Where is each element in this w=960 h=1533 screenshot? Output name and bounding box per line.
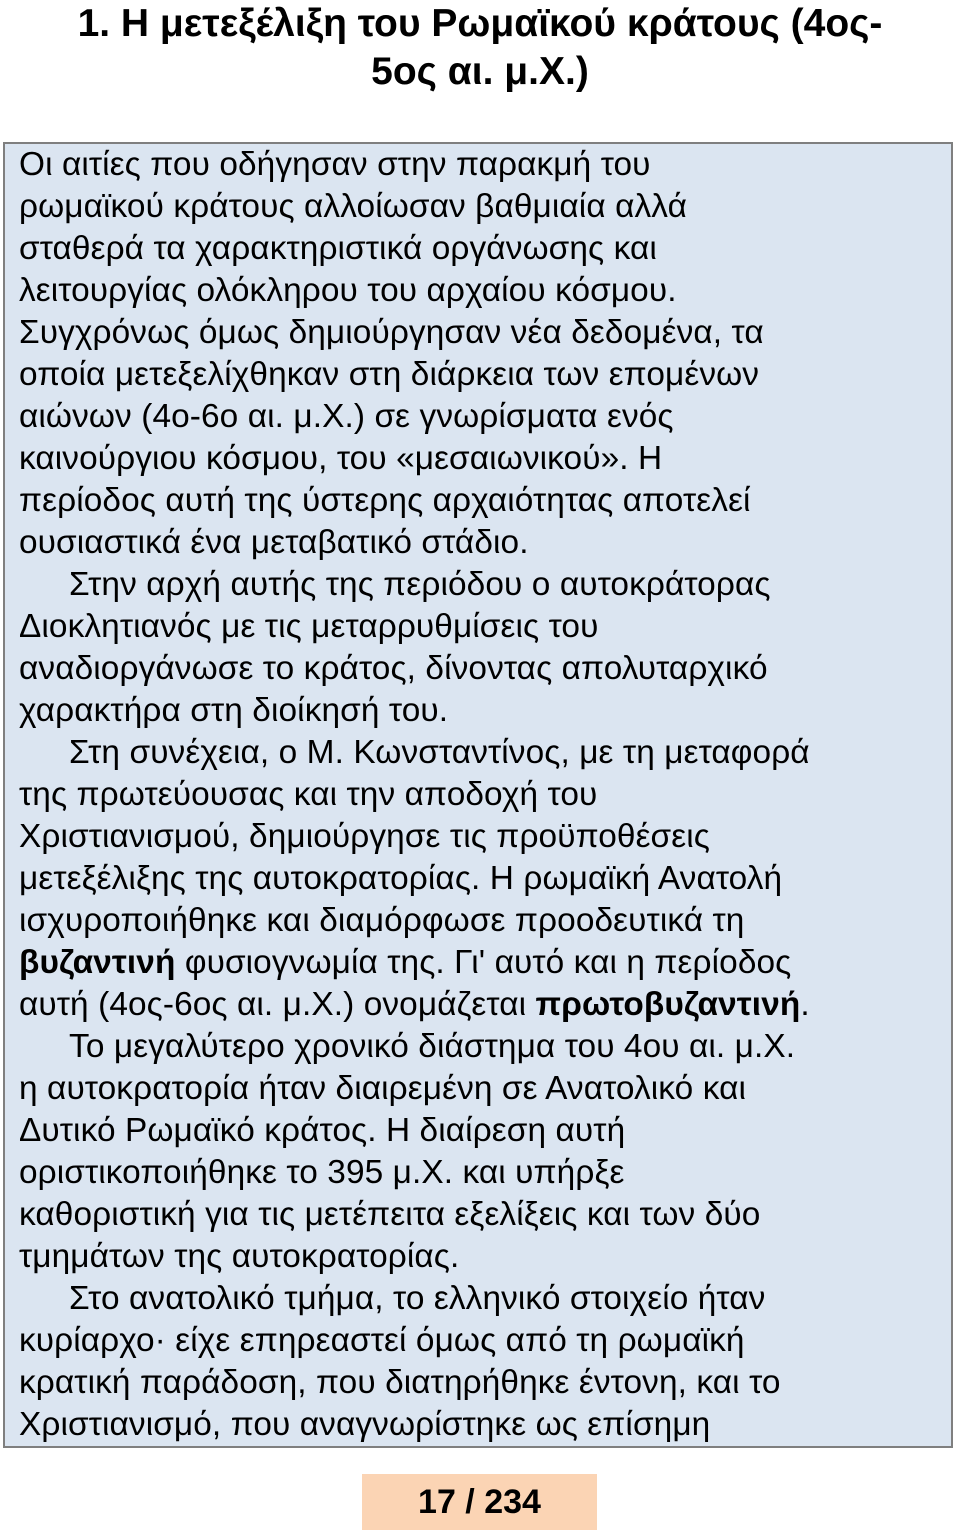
body-line-text: Το μεγαλύτερο χρονικό διάστημα του 4ου αι. μ.Χ.: [69, 1028, 796, 1065]
body-line-text: Οι αιτίες που οδήγησαν στην παρακμή του: [19, 146, 651, 183]
body-line-text: της πρωτεύουσας και την αποδοχή του: [19, 776, 598, 813]
body-line-tail: .: [800, 986, 810, 1023]
body-line-text: Στην αρχή αυτής της περιόδου ο αυτοκράτορας: [69, 566, 771, 603]
body-line-text: οποία μετεξελίχθηκαν στη διάρκεια των επομένων: [19, 356, 760, 393]
body-line-text: Στο ανατολικό τμήμα, το ελληνικό στοιχείο ήταν: [69, 1280, 766, 1317]
body-text-box: [3, 142, 953, 1448]
body-line-text: ουσιαστικά ένα μεταβατικό στάδιο.: [19, 524, 529, 561]
body-line: [19, 732, 937, 774]
body-line: [19, 1026, 937, 1068]
body-line-text: αναδιοργάνωσε το κράτος, δίνοντας απολυταρχικό: [19, 650, 768, 687]
body-line: [19, 1278, 937, 1320]
body-line-text: σταθερά τα χαρακτηριστικά οργάνωσης και: [19, 230, 657, 267]
body-line: [19, 1320, 937, 1362]
body-line-text: Χριστιανισμό, που αναγνωρίστηκε ως επίσημη: [19, 1406, 711, 1443]
body-line: [19, 144, 937, 186]
body-line-text: αυτή (4ος-6ος αι. μ.Χ.) ονομάζεται: [19, 986, 536, 1023]
body-line-text: η αυτοκρατορία ήταν διαιρεμένη σε Ανατολικό και: [19, 1070, 747, 1107]
section-title-line-1: 1. Η μετεξέλιξη του Ρωμαϊκού κράτους (4ος-: [77, 2, 883, 45]
body-line-text: οριστικοποιήθηκε το 395 μ.Χ. και υπήρξε: [19, 1154, 625, 1191]
body-line: [19, 522, 937, 564]
body-line: [19, 1236, 937, 1278]
body-line: [19, 606, 937, 648]
body-line: [19, 1110, 937, 1152]
section-title: [0, 0, 960, 96]
body-line: [19, 1194, 937, 1236]
body-line-text: αιώνων (4ο-6ο αι. μ.Χ.) σε γνωρίσματα ενός: [19, 398, 674, 435]
page-number: 17 / 234: [362, 1474, 597, 1530]
body-line: [19, 438, 937, 480]
body-line: [19, 186, 937, 228]
body-line: [19, 312, 937, 354]
body-line: [19, 270, 937, 312]
body-line: [19, 1362, 937, 1404]
body-line-text: μετεξέλιξης της αυτοκρατορίας. Η ρωμαϊκή Ανατολή: [19, 860, 783, 897]
section-title-line-2: 5ος αι. μ.Χ.): [371, 50, 589, 93]
body-line-text: χαρακτήρα στη διοίκησή του.: [19, 692, 449, 729]
body-line-text: Χριστιανισμού, δημιούργησε τις προϋποθέσεις: [19, 818, 710, 855]
body-line-text: ισχυροποιήθηκε και διαμόρφωσε προοδευτικά τη: [19, 902, 745, 939]
body-line: [19, 984, 937, 1026]
bold-term: πρωτοβυζαντινή: [535, 986, 801, 1023]
body-line-text: Στη συνέχεια, ο Μ. Κωνσταντίνος, με τη μεταφορά: [69, 734, 810, 771]
body-line: [19, 1152, 937, 1194]
body-line: [19, 648, 937, 690]
body-line: [19, 1068, 937, 1110]
body-line-text: ρωμαϊκού κράτους αλλοίωσαν βαθμιαία αλλά: [19, 188, 687, 225]
body-line-text: τμημάτων της αυτοκρατορίας.: [19, 1238, 460, 1275]
body-line: [19, 774, 937, 816]
body-line: [19, 816, 937, 858]
body-line-text: Διοκλητιανός με τις μεταρρυθμίσεις του: [19, 608, 599, 645]
body-line-text: καινούργιου κόσμου, του «μεσαιωνικού». Η: [19, 440, 663, 477]
body-line-text: περίοδος αυτή της ύστερης αρχαιότητας αποτελεί: [19, 482, 751, 519]
body-line: [19, 900, 937, 942]
body-line: [19, 354, 937, 396]
body-line-text: Συγχρόνως όμως δημιούργησαν νέα δεδομένα, τα: [19, 314, 764, 351]
body-line-text: καθοριστική για τις μετέπειτα εξελίξεις και των δύο: [19, 1196, 761, 1233]
bold-term: βυζαντινή: [19, 944, 176, 981]
body-line: [19, 858, 937, 900]
body-line-text: Δυτικό Ρωμαϊκό κράτος. Η διαίρεση αυτή: [19, 1112, 626, 1149]
body-line-text: κυρίαρχο· είχε επηρεαστεί όμως από τη ρωμαϊκή: [19, 1322, 745, 1359]
body-line: [19, 564, 937, 606]
body-line-text: λειτουργίας ολόκληρου του αρχαίου κόσμου.: [19, 272, 677, 309]
body-line: [19, 690, 937, 732]
body-line: [19, 1404, 937, 1446]
body-line: [19, 228, 937, 270]
body-line: [19, 942, 937, 984]
body-line: [19, 396, 937, 438]
body-line-text: φυσιογνωμία της. Γι' αυτό και η περίοδος: [175, 944, 792, 981]
body-line: [19, 480, 937, 522]
body-line-text: κρατική παράδοση, που διατηρήθηκε έντονη, και το: [19, 1364, 781, 1401]
